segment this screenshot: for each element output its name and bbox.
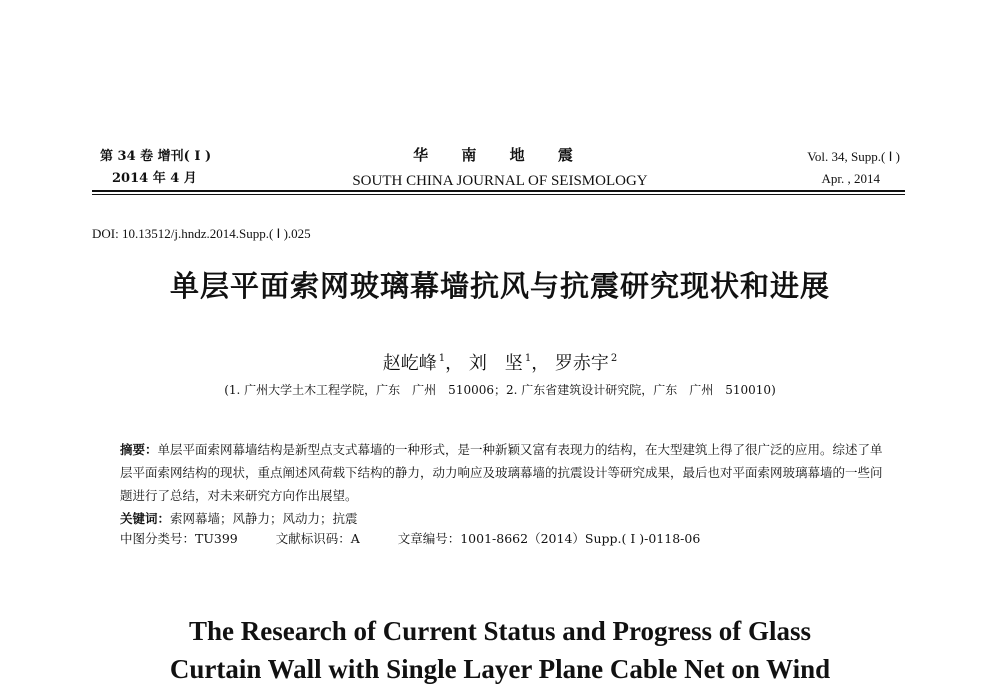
doi: DOI: 10.13512/j.hndz.2014.Supp.( Ⅰ ).025 <box>92 226 311 241</box>
header-rule-thick <box>92 190 905 192</box>
paper-title-cn: 单层平面索网玻璃幕墙抗风与抗震研究现状和进展 <box>169 269 830 303</box>
clc-number: 中图分类号：TU399 <box>120 531 238 546</box>
volume-info <box>100 146 211 190</box>
keywords <box>120 507 885 530</box>
author-affil-mark: 1 <box>524 353 532 364</box>
journal-name-cn: 华 南 地 震 <box>413 146 587 164</box>
abstract-text: 单层平面索网幕墙结构是新型点支式幕墙的一种形式，是一种新颖又富有表现力的结构，在大型建筑上得了很广泛的应用。综述了单层平面索网结构的现状，重点阐述风荷载下结构的静力，动力响应及玻璃幕墙的抗震设计等研究成果，最后也对平面索网玻璃幕墙的一些问题进行了总结，对未来研究方向作出展望。 <box>120 442 883 503</box>
abstract-label: 摘要： <box>120 442 158 457</box>
document-code: 文献标识码：A <box>275 531 360 546</box>
header-rule-thin <box>92 194 905 195</box>
affiliations: (1. 广州大学土木工程学院，广东 广州 510006；2. 广东省建筑设计研究院，广东 广州 510010) <box>224 383 776 397</box>
publish-date-en: Apr. , 2014 <box>821 171 880 186</box>
author-name: 赵屹峰 <box>382 353 437 374</box>
article-number: 文章编号：1001-8662（2014）Supp.( Ⅰ )-0118-06 <box>397 531 701 546</box>
volume-issue-en: Vol. 34, Supp.( Ⅰ ) <box>807 149 900 164</box>
title-en-line: Curtain Wall with Single Layer Plane Cable Net on Wind <box>169 654 831 684</box>
title-en-line: The Research of Current Status and Progress of Glass <box>188 616 811 646</box>
author-name: 刘 坚 <box>468 353 523 374</box>
abstract <box>120 438 885 507</box>
volume-issue: 第 34 卷 增刊( Ⅰ ) <box>100 149 212 164</box>
keywords-label: 关键词： <box>120 511 171 526</box>
journal-name-en: SOUTH CHINA JOURNAL OF SEISMOLOGY <box>352 173 648 189</box>
publish-date-cn: 2014 年 4 月 <box>112 171 197 186</box>
paper-title-en <box>0 612 1000 688</box>
author-name: 罗赤宇 <box>554 353 609 374</box>
volume-info-en <box>807 146 900 190</box>
classification-row <box>120 529 734 547</box>
author-list: 赵屹峰 $^1$， 刘 坚 $^1$， 罗赤宇 $^2$ <box>382 353 618 374</box>
author-affil-mark: 1 <box>438 353 446 364</box>
author-affil-mark: 2 <box>610 353 618 364</box>
abstract-block <box>120 438 885 530</box>
journal-header <box>300 144 700 192</box>
keywords-text: 索网幕墙；风静力；风动力；抗震 <box>170 511 358 526</box>
